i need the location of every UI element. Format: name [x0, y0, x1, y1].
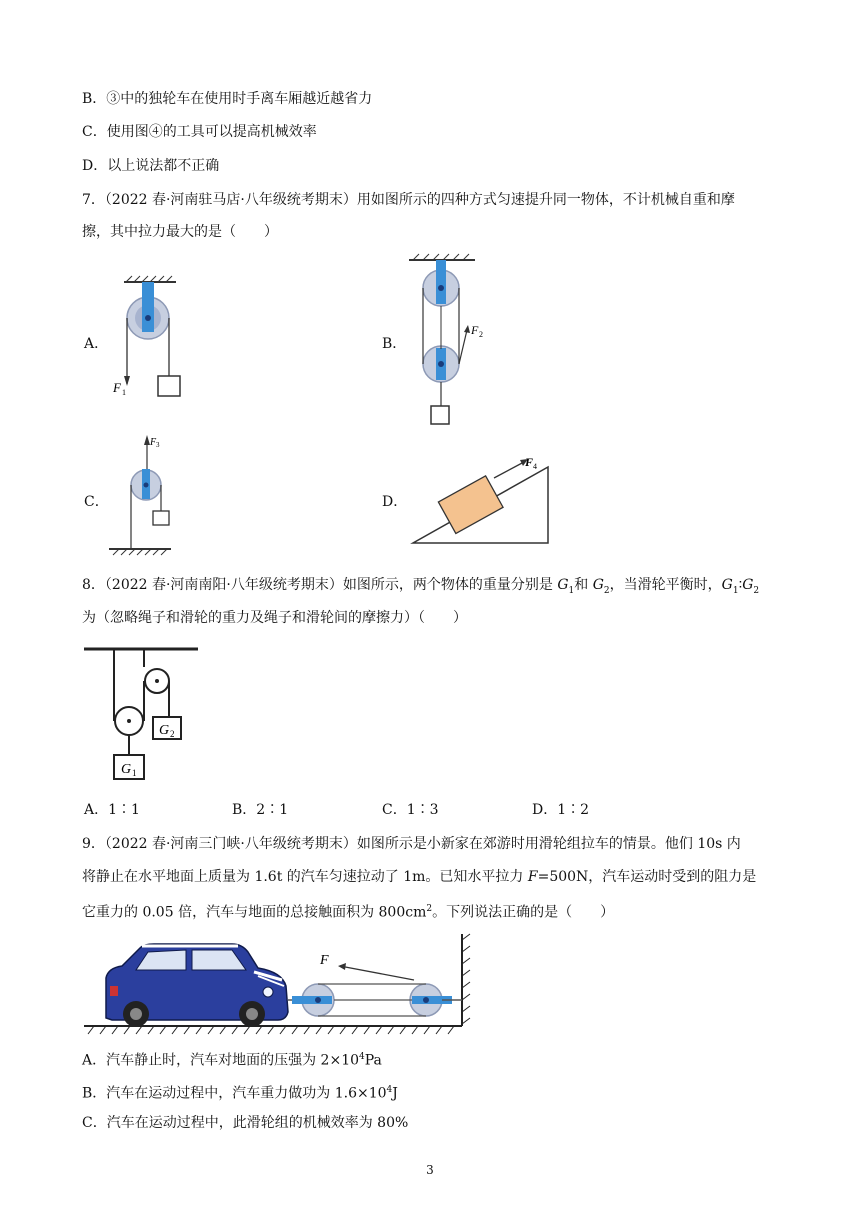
q6-option-d: D．以上说法都不正确 — [82, 158, 220, 174]
fig-force-label: F — [320, 953, 329, 968]
q6-option-c: C．使用图④的工具可以提高机械效率 — [82, 124, 317, 140]
q7-figure-a-fixed-pulley — [110, 276, 190, 406]
q7-figure-d-incline — [410, 450, 555, 550]
q8-stem-line1: 8．（2022 春·河南南阳·八年级统考期末）如图所示，两个物体的重量分别是 $G_1$和 $G_2$，当滑轮平衡时，$G_1∶G_2$ — [82, 577, 760, 596]
g2-box-sub: 2 — [170, 729, 175, 739]
f3-sub: 3 — [156, 441, 160, 449]
q8-option-b: B．2∶1 — [232, 802, 289, 818]
q7-label-c: C． — [84, 494, 109, 510]
g2-box-label: G — [159, 723, 170, 738]
f1-sub: 1 — [122, 388, 126, 397]
q9-stem-line2: 将静止在水平地面上质量为 1.6t 的汽车匀速拉动了 1m。已知水平拉力 F=500N，汽车运动时受到的阻力是 — [82, 869, 757, 885]
q8-stem-line2: 为（忽略绳子和滑轮的重力及绳子和滑轮间的摩擦力）（ ） — [82, 610, 467, 626]
q7-stem-line1: 7．（2022 春·河南驻马店·八年级统考期末）用如图所示的四种方式匀速提升同一物体，不计机械自重和摩 — [82, 192, 735, 208]
f1-label: F — [113, 380, 121, 395]
q7-label-d: D． — [382, 494, 408, 510]
q7-label-b: B． — [382, 336, 407, 352]
car-illustration — [106, 944, 288, 1027]
q9-option-c: C．汽车在运动过程中，此滑轮组的机械效率为 80% — [82, 1115, 409, 1131]
f4-label: F — [525, 455, 534, 469]
f2-label: F — [471, 323, 479, 337]
q9-option-b: B．汽车在运动过程中，汽车重力做功为 $1.6\times 10^4J$ — [82, 1085, 398, 1102]
q7-figure-c-pulley — [105, 435, 185, 560]
q9-stem-line1: 9．（2022 春·河南三门峡·八年级统考期末）如图所示是小新家在郊游时用滑轮组拉车的情景。他们 10s 内 — [82, 836, 741, 852]
g1-box-sub: 1 — [132, 768, 137, 778]
q7-label-a: A． — [84, 336, 109, 352]
q9-figure-car-pulley — [82, 930, 482, 1038]
f2-sub: 2 — [479, 330, 483, 339]
q7-stem-line2: 擦，其中拉力最大的是（ ） — [82, 224, 278, 240]
q8-option-d: D．1∶2 — [532, 802, 590, 818]
movable-pulley — [292, 984, 334, 1016]
q8-option-a: A．1∶1 — [84, 802, 140, 818]
q9-option-a: A．汽车静止时，汽车对地面的压强为 $2\times 10^4Pa$ — [82, 1052, 382, 1069]
f3-label: F — [150, 437, 157, 448]
q8-option-c: C．1∶3 — [382, 802, 439, 818]
q8-figure-pulleys — [82, 645, 202, 785]
f4-sub: 4 — [533, 462, 537, 471]
q6-option-b: B．③中的独轮车在使用时手离车厢越近越省力 — [82, 91, 373, 107]
q9-stem-line3: 它重力的 0.05 倍，汽车与地面的总接触面积为 $800cm^2$。下列说法正确的是（ ） — [82, 904, 615, 921]
q7-figure-b-pulley-block — [405, 254, 495, 429]
page-number: 3 — [426, 1163, 434, 1177]
g1-box-label: G — [121, 762, 132, 777]
